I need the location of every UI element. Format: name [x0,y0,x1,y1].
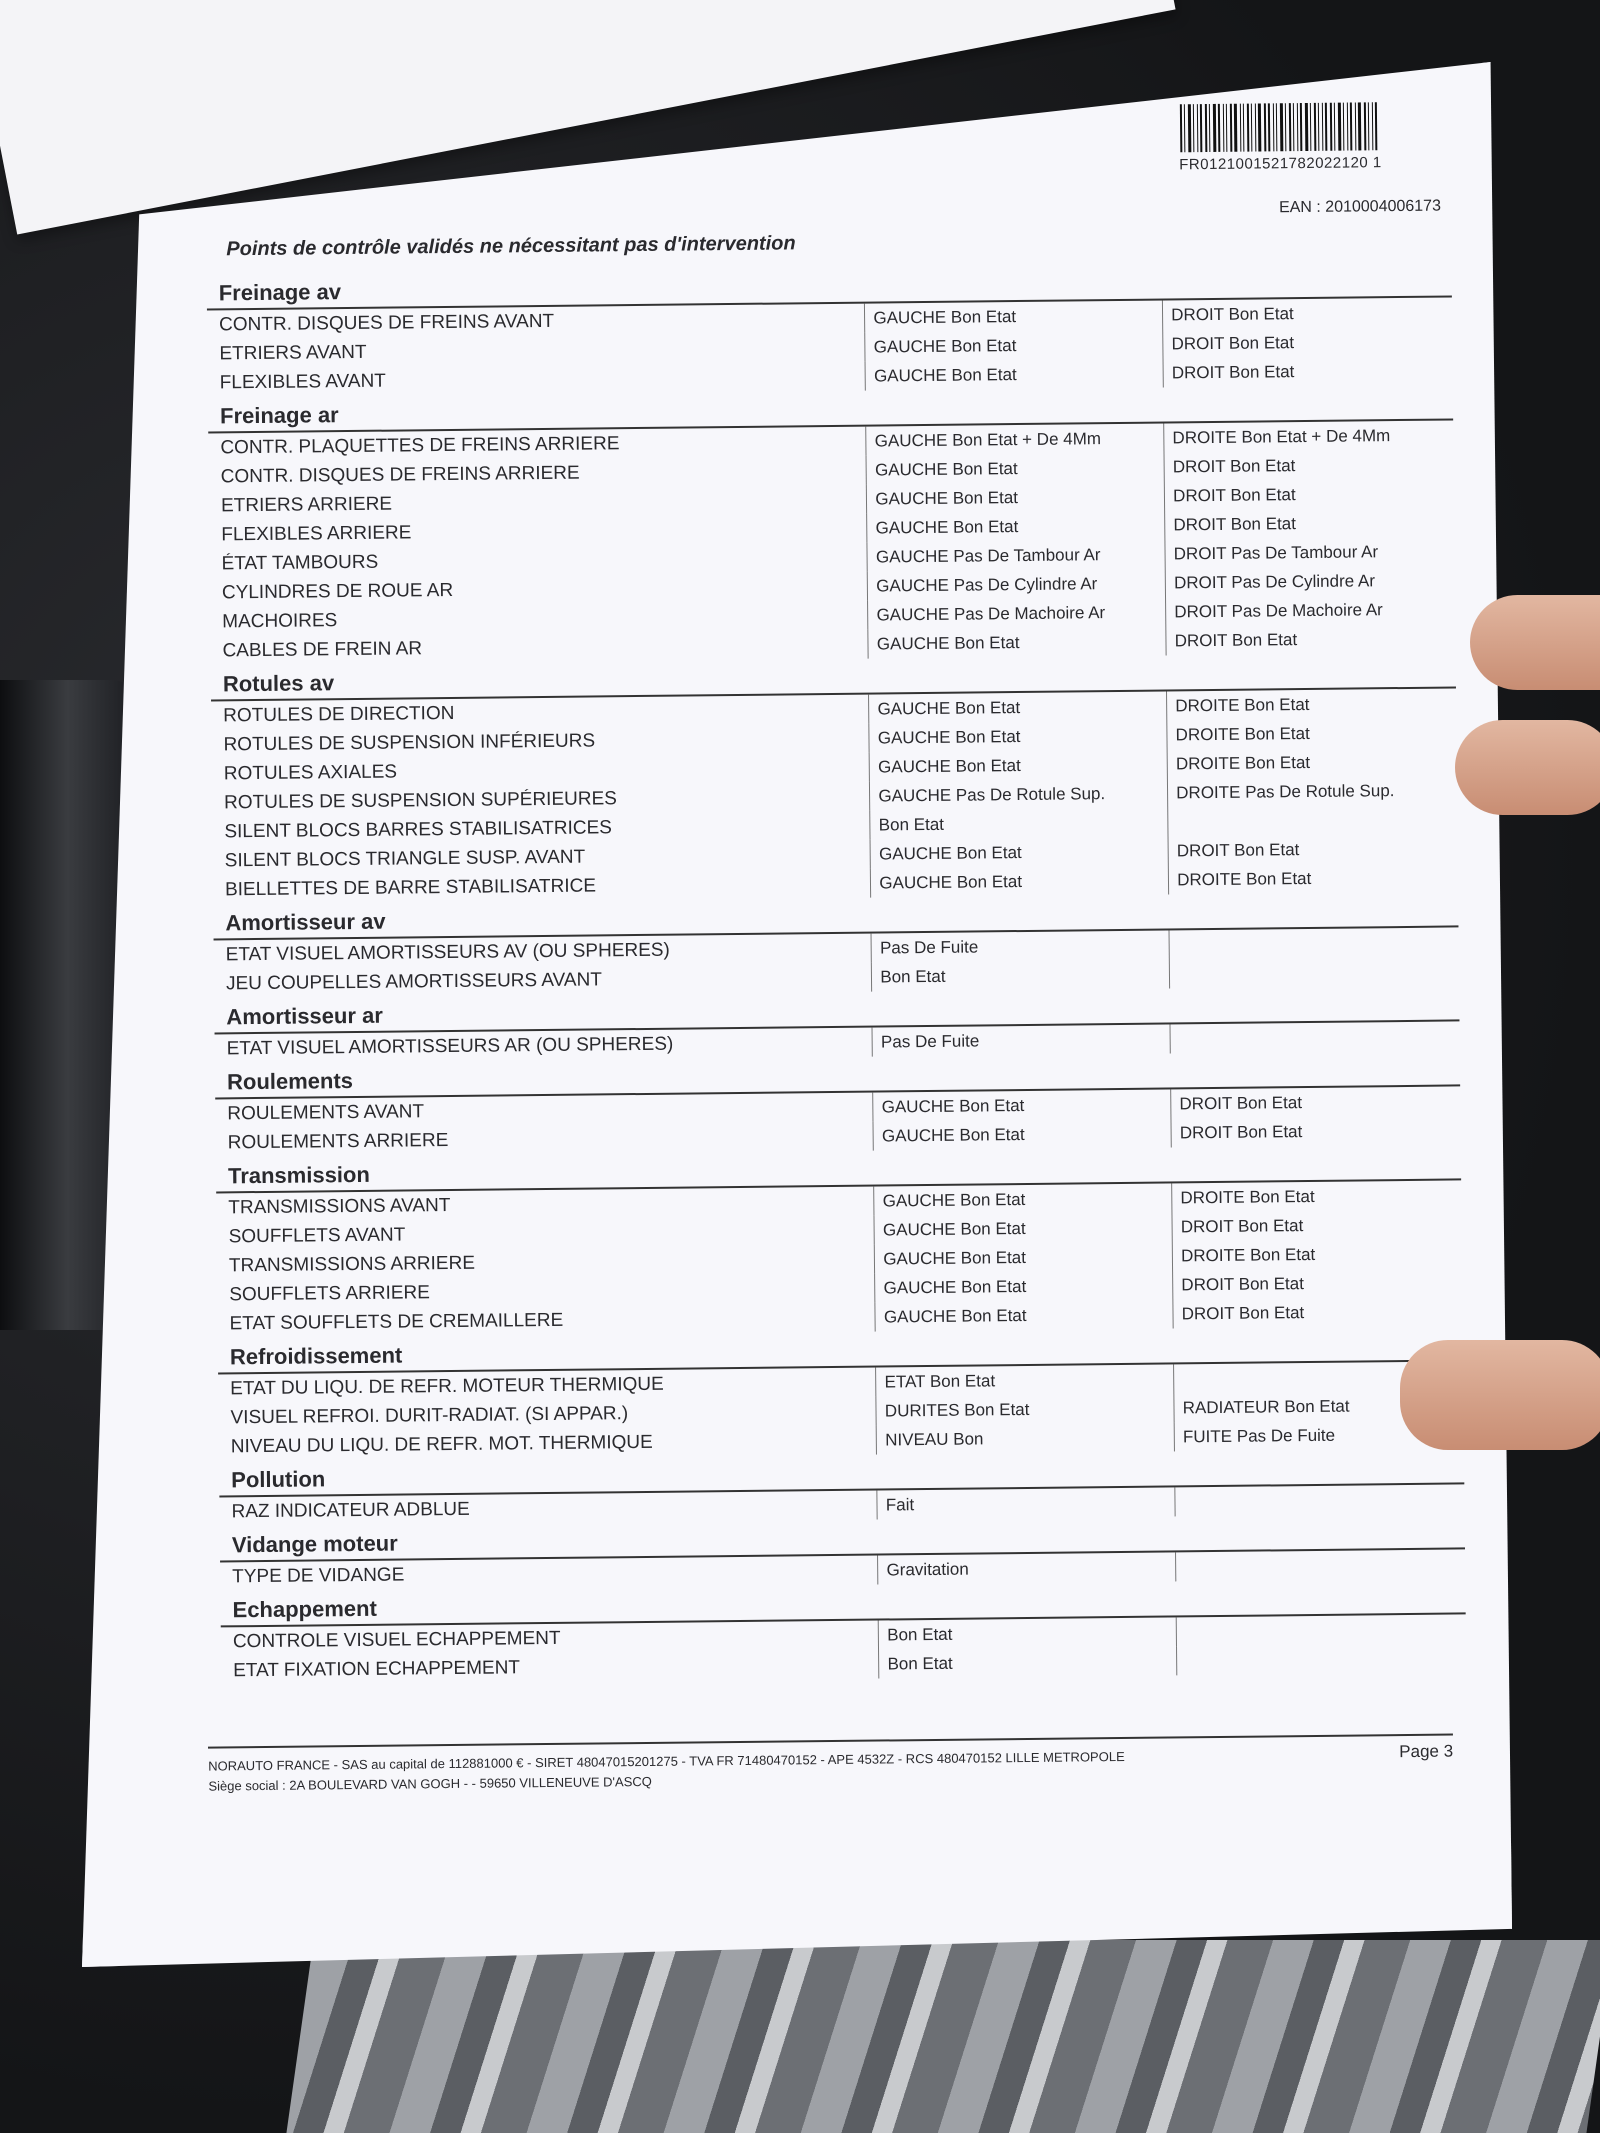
barcode-bar [1300,103,1303,151]
left-result: GAUCHE Bon Etat [869,720,1167,752]
right-result: DROIT Bon Etat [1162,326,1452,358]
right-result: DROITE Bon Etat [1166,688,1456,720]
section-title: Amortisseur ar [214,987,1459,1034]
checkpoint-label: VISUEL REFROI. DURIT-RADIAT. (SI APPAR.) [230,1402,629,1428]
barcode-number: FR0121001521782022120 1 [1179,154,1382,174]
barcode-bar [1258,103,1262,151]
barcode-bar [1343,103,1345,151]
barcode-bar [1268,103,1271,151]
checkpoint-label: CONTR. PLAQUETTES DE FREINS ARRIERE [220,432,620,458]
left-result: GAUCHE Bon Etat [868,626,1166,658]
section-title: Refroidissement [218,1327,1463,1374]
right-result [1176,1643,1466,1675]
barcode-bar [1200,104,1203,152]
checkpoint-label: ROTULES DE SUSPENSION INFÉRIEURS [223,729,596,755]
left-result: GAUCHE Bon Etat [873,1089,1171,1121]
left-result: GAUCHE Pas De Tambour Ar [867,539,1165,571]
checkpoint-label: TRANSMISSIONS ARRIERE [228,1252,476,1276]
checkpoint-label: ETAT FIXATION ECHAPPEMENT [233,1656,521,1681]
barcode-block [1130,102,1431,174]
section-title: Pollution [219,1450,1464,1497]
barcode [1130,102,1430,153]
barcode-bar [1240,104,1242,152]
right-result: DROIT Bon Etat [1168,833,1458,865]
right-result: DROITE Bon Etat [1167,746,1457,778]
left-result: GAUCHE Bon Etat [874,1212,1172,1244]
left-result: Bon Etat [878,1617,1176,1649]
checkpoint-label: CABLES DE FREIN AR [222,637,423,661]
right-result: DROIT Bon Etat [1163,355,1453,387]
checkpoint-label: CONTROLE VISUEL ECHAPPEMENT [232,1627,561,1652]
barcode-bar [1347,103,1349,151]
barcode-bar [1188,104,1192,152]
barcode-bar [1350,103,1353,151]
checkpoint-label: ROTULES DE SUSPENSION SUPÉRIEURES [224,787,617,813]
checkpoint-label: CONTR. DISQUES DE FREINS AVANT [218,310,555,335]
left-result: GAUCHE Bon Etat [864,301,1162,333]
right-result: RADIATEUR Bon Etat [1174,1390,1464,1422]
right-result [1174,1484,1464,1516]
right-result [1175,1549,1465,1581]
left-result: GAUCHE Bon Etat [866,452,1164,484]
barcode-bar [1251,104,1253,152]
left-result: DURITES Bon Etat [876,1393,1174,1425]
barcode-bar [1264,103,1267,151]
barcode-bar [1184,104,1186,152]
left-result: GAUCHE Bon Etat [865,359,1163,391]
barcode-bar [1293,103,1295,151]
barcode-bar [1218,104,1221,152]
section-title: Amortisseur av [213,893,1458,940]
left-result: GAUCHE Bon Etat [866,481,1164,513]
barcode-bar [1197,104,1199,152]
barcode-bar [1310,103,1312,151]
right-result [1170,1021,1460,1053]
barcode-bar [1226,104,1228,152]
barcode-bar [1338,103,1342,151]
barcode-bar [1330,103,1333,151]
left-result: GAUCHE Pas De Cylindre Ar [867,568,1165,600]
left-result: GAUCHE Bon Etat [874,1183,1172,1215]
left-result: NIVEAU Bon [876,1422,1174,1454]
left-result: GAUCHE Bon Etat + De 4Mm [866,423,1164,455]
section-title: Freinage ar [208,386,1453,433]
section-title: Roulements [215,1052,1460,1099]
barcode-bar [1289,103,1292,151]
checkpoint-label: ETAT DU LIQU. DE REFR. MOTEUR THERMIQUE [230,1373,664,1399]
checkpoint-label: TYPE DE VIDANGE [232,1564,405,1587]
checkpoint-label: ÉTAT TAMBOURS [221,551,379,574]
checkpoint-label: RAZ INDICATEUR ADBLUE [231,1498,470,1522]
left-result: GAUCHE Bon Etat [869,749,1167,781]
right-result [1169,927,1459,959]
barcode-bar [1243,104,1245,152]
barcode-bar [1209,104,1211,152]
footer-company: NORAUTO FRANCE - SAS au capital de 112881000 € - SIRET 48047015201275 - TVA FR 71480470152 - APE 4532Z - RCS 480470152 LILLE METROPOLE [208,1748,1125,1774]
right-result: DROIT Bon Etat [1164,507,1454,539]
checkpoint-label: SOUFFLETS ARRIERE [229,1281,430,1305]
checkpoint-label: ETRIERS AVANT [219,341,367,364]
barcode-bar [1205,104,1208,152]
barcode-bar [1234,104,1238,152]
right-result: DROIT Pas De Machoire Ar [1165,594,1455,626]
left-result: GAUCHE Bon Etat [873,1118,1171,1150]
ean-code: EAN : 2010004006173 [1278,197,1442,217]
section-title: Vidange moteur [220,1515,1465,1562]
left-result: GAUCHE Bon Etat [870,865,1168,897]
checkpoint-label: BIELLETTES DE BARRE STABILISATRICE [224,874,597,900]
barcode-bar [1255,104,1257,152]
right-result: DROIT Bon Etat [1165,623,1455,655]
barcode-bar [1355,102,1357,150]
checkpoint-label: TRANSMISSIONS AVANT [228,1194,451,1218]
barcode-bar [1180,104,1183,152]
right-result: DROIT Bon Etat [1162,297,1452,329]
right-result: DROIT Bon Etat [1172,1209,1462,1241]
barcode-bar [1247,104,1250,152]
report-content [205,113,1468,1826]
checkpoint-label: ETAT VISUEL AMORTISSEURS AV (OU SPHERES) [225,939,670,965]
right-result: DROIT Bon Etat [1170,1086,1460,1118]
checkpoint-label: ETAT VISUEL AMORTISSEURS AR (OU SPHERES) [226,1033,674,1059]
checkpoint-label: ROTULES DE DIRECTION [223,702,455,726]
checkpoint-label: CONTR. DISQUES DE FREINS ARRIERE [220,462,580,487]
barcode-bar [1213,104,1217,152]
left-result: Fait [877,1487,1175,1519]
checkpoint-label: ROULEMENTS AVANT [227,1100,425,1124]
checkpoint-sections [207,261,1467,1685]
barcode-bar [1364,102,1367,150]
section-title: Freinage av [207,263,1452,310]
left-result: Pas De Fuite [871,930,1169,962]
barcode-bar [1276,103,1278,151]
checkpoint-label: ETAT SOUFFLETS DE CREMAILLERE [229,1309,564,1334]
left-result: GAUCHE Bon Etat [870,836,1168,868]
checkpoint-label: ROTULES AXIALES [223,761,398,784]
right-result: DROIT Bon Etat [1171,1115,1461,1147]
left-result: GAUCHE Bon Etat [866,510,1164,542]
left-result: GAUCHE Bon Etat [874,1241,1172,1273]
right-result: DROITE Bon Etat + De 4Mm [1163,420,1453,452]
barcode-bar [1193,104,1195,152]
left-result: GAUCHE Pas De Rotule Sup. [869,778,1167,810]
page-number: Page 3 [1399,1741,1454,1762]
barcode-bar [1273,103,1275,151]
right-result: DROIT Bon Etat [1172,1267,1462,1299]
section-title: Echappement [220,1580,1465,1627]
barcode-bar [1314,103,1317,151]
left-result: Gravitation [877,1552,1175,1584]
checkpoint-label: ROULEMENTS ARRIERE [227,1129,449,1153]
checkpoint-label: ETRIERS ARRIERE [220,493,393,516]
right-result: DROIT Bon Etat [1173,1296,1463,1328]
checkpoint-label: SILENT BLOCS TRIANGLE SUSP. AVANT [224,846,586,871]
barcode-bar [1230,104,1233,152]
left-result: GAUCHE Bon Etat [868,691,1166,723]
checkpoint-label: NIVEAU DU LIQU. DE REFR. MOT. THERMIQUE [230,1431,653,1457]
right-result: DROITE Bon Etat [1166,717,1456,749]
checkpoint-label: FLEXIBLES ARRIERE [221,521,412,545]
left-result: Bon Etat [871,959,1169,991]
footer-address: Siège social : 2A BOULEVARD VAN GOGH - - 59650 VILLENEUVE D'ASCQ [208,1773,652,1794]
barcode-bar [1223,104,1225,152]
document-heading: Points de contrôle validés ne nécessitant pas d'intervention [226,232,796,261]
barcode-bar [1322,103,1324,151]
left-result: GAUCHE Bon Etat [865,330,1163,362]
checkpoint-label: SOUFFLETS AVANT [228,1223,406,1247]
right-result: DROIT Pas De Tambour Ar [1165,536,1455,568]
thumb-finger [1470,595,1600,690]
right-result: DROITE Bon Etat [1171,1180,1461,1212]
barcode-bar [1318,103,1320,151]
left-result: GAUCHE Pas De Machoire Ar [867,597,1165,629]
barcode-bar [1372,102,1374,150]
right-result [1176,1614,1466,1646]
right-result: FUITE Pas De Fuite [1174,1419,1464,1451]
right-result: DROITE Pas De Rotule Sup. [1167,775,1457,807]
barcode-bar [1368,102,1370,150]
right-result: DROITE Bon Etat [1168,862,1458,894]
barcode-bar [1305,103,1309,151]
right-result: DROIT Pas De Cylindre Ar [1165,565,1455,597]
right-result: DROIT Bon Etat [1164,478,1454,510]
checkpoint-label: JEU COUPELLES AMORTISSEURS AVANT [225,968,602,994]
right-result [1167,804,1457,836]
right-result: DROITE Bon Etat [1172,1238,1462,1270]
checkpoint-label: MACHOIRES [222,609,338,632]
right-result [1169,956,1459,988]
barcode-bar [1280,103,1284,151]
section-title: Transmission [216,1146,1461,1193]
checkpoint-label: SILENT BLOCS BARRES STABILISATRICES [224,816,613,842]
checkpoint-label: CYLINDRES DE ROUE AR [221,579,454,603]
barcode-bar [1358,102,1362,150]
barcode-bar [1285,103,1287,151]
barcode-bar [1334,103,1336,151]
barcode-bar [1375,102,1378,150]
left-result: GAUCHE Bon Etat [875,1299,1173,1331]
barcode-bar [1325,103,1328,151]
barcode-bar [1297,103,1299,151]
left-result: Bon Etat [878,1646,1176,1678]
left-result: Pas De Fuite [872,1024,1170,1056]
door-sill-plate [286,1940,1600,2133]
left-result: Bon Etat [870,807,1168,839]
right-result: DROIT Bon Etat [1164,449,1454,481]
section-title: Rotules av [211,654,1456,701]
checkpoint-label: FLEXIBLES AVANT [219,370,386,393]
left-result: GAUCHE Bon Etat [874,1270,1172,1302]
left-result: ETAT Bon Etat [875,1364,1173,1396]
thumb-bottom [1400,1340,1600,1450]
footer [208,1734,1453,1797]
finger-2 [1455,720,1600,815]
